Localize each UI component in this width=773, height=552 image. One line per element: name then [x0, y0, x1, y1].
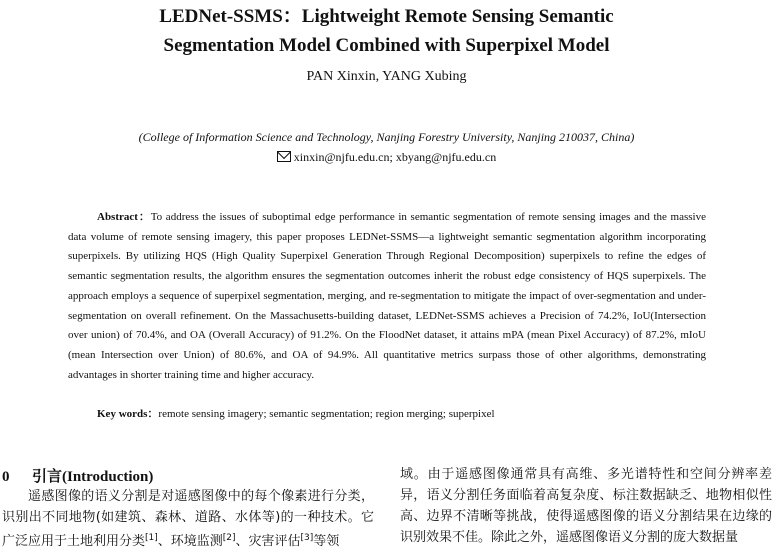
title-line-2: Segmentation Model Combined with Superpixel Model	[163, 35, 610, 56]
section-title: 引言(Introduction)	[32, 469, 154, 485]
authors: PAN Xinxin, YANG Xubing	[306, 69, 467, 84]
abstract-text: To address the issues of suboptimal edge performance in semantic segmentation of remote sensing images and the massive data volume of remote sensing imagery, this paper proposes LEDNet-SSMS—a lightweight semantic segmentation algorithm incorporating superpixels. By utilizing HQS (High Quality Superpixel Generation Through Regional Decomposition) superpixels to refine the edges of semantic segmentation results, the algorithm ensures the segmentation outcomes inherit the robust edge consistency of HQS superpixels. The approach employs a sequence of superpixel segmentation, merging, and re-segmentation to mitigate the impact of over-segmentation and under-segmentation on overall refinement. On the Massachusetts-building dataset, LEDNet-SSMS achieves a Precision of 74.2%, IoU(Intersection over union) of 70.4%, and OA (Overall Accuracy) of 91.2%. On the FloodNet dataset, it attains mPA (mean Pixel Accuracy) of 87.2%, mIoU (mean Intersection over Union) of 80.6%, and OA of 94.9%. All quantitative metrics surpass those of other algorithms, demonstrating advantages in shorter training time and higher accuracy.	[68, 211, 707, 381]
affiliation: (College of Information Science and Technology, Nanjing Forestry University, Nanjing 210037, China)	[138, 130, 635, 144]
abstract	[68, 208, 706, 385]
citation-2[interactable]: [2]	[222, 533, 236, 543]
intro-right-column: 域。由于遥感图像通常具有高维、多光谱特性和空间分辨率差异，语义分割任务面临着高复杂度、标注数据缺乏、地物相似性高、边界不清晰等挑战，使得遥感图像的语义分割结果在边缘的识别效果不佳。除此之外，遥感图像语义分割的庞大数据量	[400, 467, 772, 545]
email-line	[0, 150, 773, 165]
keywords-label: Key words：	[97, 408, 159, 420]
section-heading	[0, 465, 153, 486]
citation-3[interactable]: [3]	[300, 533, 314, 543]
keywords-text: remote sensing imagery; semantic segmentation; region merging; superpixel	[158, 408, 495, 420]
email-addresses: xinxin@njfu.edu.cn; xbyang@njfu.edu.cn	[293, 150, 497, 164]
abstract-label: Abstract：	[97, 211, 151, 223]
title-line-1: LEDNet-SSMS：Lightweight Remote Sensing Semantic	[159, 6, 614, 27]
keywords	[97, 405, 495, 421]
intro-left-column	[2, 486, 374, 552]
intro-text-3: 、灾害评估	[235, 534, 301, 549]
envelope-icon	[277, 151, 291, 162]
intro-text-4: 等领	[313, 534, 340, 549]
intro-text-1: 遥感图像的语义分割是对遥感图像中的每个像素进行分类，识别出不同地物(如建筑、森林、道路、水体等)的一种技术。它广泛应用于土地利用分类	[2, 489, 374, 549]
intro-text-2: 、环境监测	[157, 534, 223, 549]
paper-title	[0, 2, 773, 60]
section-number: 0	[2, 469, 10, 485]
citation-1[interactable]: [1]	[145, 533, 158, 543]
